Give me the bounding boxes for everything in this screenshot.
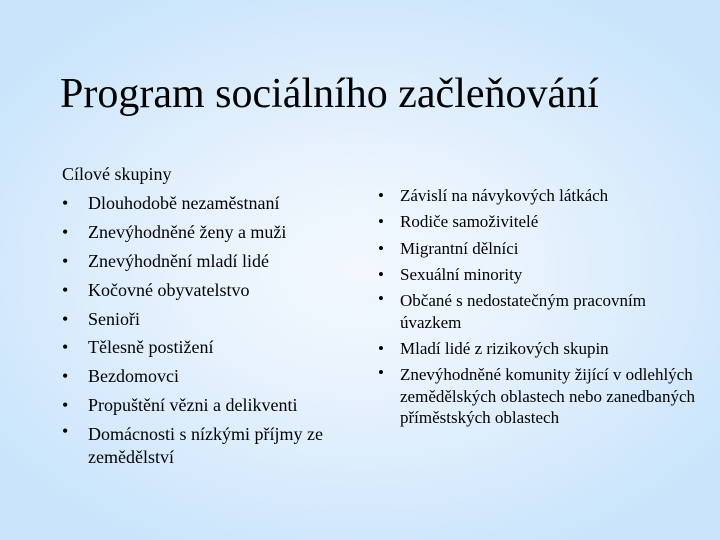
list-item — [60, 247, 350, 276]
list-item-text: Rodiče samoživitelé — [400, 212, 539, 232]
list-item — [60, 362, 350, 391]
bullet-icon: • — [378, 264, 384, 284]
bullet-icon: • — [62, 366, 69, 387]
target-groups-right-column — [378, 183, 698, 432]
list-item-text: Znevýhodněné ženy a muži — [88, 221, 287, 242]
bullet-icon: • — [378, 289, 384, 309]
bullet-icon: • — [378, 186, 384, 205]
list-item-text: Migrantní dělníci — [400, 238, 519, 258]
bullet-icon: • — [62, 221, 69, 242]
list-item-text: Dlouhodobě nezaměstnaní — [88, 192, 280, 213]
list-item-text: Mladí lidé z rizikových skupin — [400, 339, 609, 358]
list-item-text: Znevýhodněné komunity žijící v odlehlých zemědělských oblastech nebo zanedbaných příměstských oblastech — [400, 365, 696, 428]
list-item — [60, 276, 350, 305]
list-item — [378, 209, 698, 235]
bullet-icon: • — [62, 279, 69, 300]
bullet-icon: • — [62, 395, 69, 416]
list-item-text: Kočovné obyvatelstvo — [88, 279, 250, 300]
list-item — [378, 336, 698, 362]
bullet-icon: • — [62, 421, 69, 442]
list-item-text: Domácnosti s nízkými příjmy ze zemědělství — [88, 424, 323, 468]
list-item — [378, 236, 698, 262]
list-item — [60, 333, 350, 362]
target-groups-list-right — [378, 183, 698, 432]
slide-title: Program sociálního začleňování — [60, 71, 599, 117]
bullet-icon: • — [378, 339, 384, 358]
bullet-icon: • — [62, 337, 69, 358]
list-item — [378, 288, 698, 336]
list-item — [60, 218, 350, 247]
list-item-text: Znevýhodnění mladí lidé — [88, 250, 269, 271]
list-item-text: Sexuální minority — [400, 264, 523, 284]
list-item-text: Bezdomovci — [88, 366, 179, 387]
bullet-icon: • — [378, 212, 384, 232]
target-groups-heading: Cílové skupiny — [62, 164, 172, 184]
list-item — [378, 183, 698, 209]
list-item — [378, 262, 698, 288]
list-item — [60, 391, 350, 420]
bullet-icon: • — [378, 363, 384, 383]
list-item-text: Závislí na návykových látkách — [400, 186, 609, 205]
list-item — [60, 305, 350, 334]
bullet-icon: • — [62, 192, 69, 213]
list-item-text: Propuštění vězni a delikventi — [88, 395, 298, 416]
list-item-text: Senioři — [88, 308, 140, 329]
target-groups-list-left — [60, 189, 350, 469]
list-item — [60, 420, 350, 469]
bullet-icon: • — [62, 308, 69, 329]
list-item — [60, 189, 350, 218]
list-item — [378, 362, 698, 431]
bullet-icon: • — [62, 250, 69, 271]
list-item-text: Tělesně postižení — [88, 337, 214, 358]
target-groups-left-column — [60, 160, 350, 469]
list-item-text: Občané s nedostatečným pracovním úvazkem — [400, 291, 646, 332]
bullet-icon: • — [378, 238, 384, 258]
